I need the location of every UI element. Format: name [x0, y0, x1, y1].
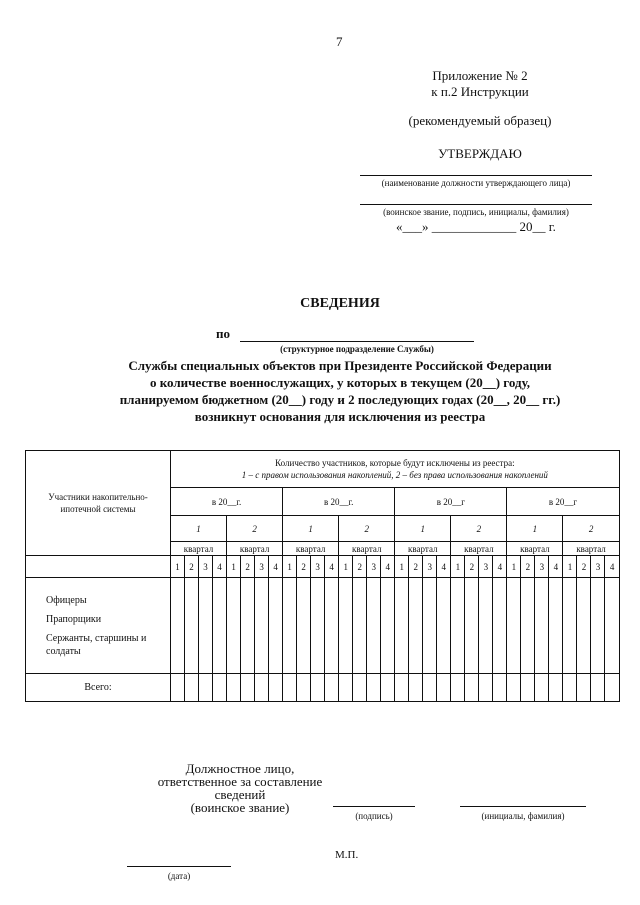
data-cell[interactable] [171, 578, 185, 674]
quarter-number: 3 [535, 556, 549, 578]
kind-header: 1 [395, 516, 451, 542]
approver-position-line [360, 175, 592, 176]
quarter-number: 2 [353, 556, 367, 578]
total-cell[interactable] [521, 674, 535, 702]
total-cell[interactable] [479, 674, 493, 702]
total-cell[interactable] [325, 674, 339, 702]
data-cell[interactable] [507, 578, 521, 674]
signature-caption: (подпись) [355, 811, 393, 821]
year-header: в 20__г. [283, 488, 395, 516]
main-header: Количество участников, которые будут исключены из реестра: 1 – с правом использования накоплений, 2 – без права использования накоплений [171, 451, 620, 488]
total-cell[interactable] [185, 674, 199, 702]
row-label-sergeants: Сержанты, старшины и солдаты [46, 632, 147, 657]
total-cell[interactable] [507, 674, 521, 702]
data-cell[interactable] [367, 578, 381, 674]
data-cell[interactable] [213, 578, 227, 674]
data-cell[interactable] [409, 578, 423, 674]
heading-line-1: Службы специальных объектов при Президенте Российской Федерации [128, 358, 552, 373]
total-cell[interactable] [311, 674, 325, 702]
total-cell[interactable] [549, 674, 563, 702]
quarter-number: 4 [381, 556, 395, 578]
total-cell[interactable] [269, 674, 283, 702]
data-cell[interactable] [255, 578, 269, 674]
total-cell[interactable] [227, 674, 241, 702]
official-line-4: (воинское звание) [190, 800, 290, 815]
approver-signature-line [360, 204, 592, 205]
total-label: Всего: [26, 674, 171, 702]
data-cell[interactable] [311, 578, 325, 674]
total-cell[interactable] [367, 674, 381, 702]
kind-header: 2 [563, 516, 619, 542]
official-line-2: ответственное за составление [157, 774, 323, 789]
approve-title: УТВЕРЖДАЮ [438, 146, 522, 161]
data-cell[interactable] [185, 578, 199, 674]
date-caption: (дата) [167, 871, 191, 881]
data-cell[interactable] [535, 578, 549, 674]
official-block [150, 762, 330, 814]
total-cell[interactable] [465, 674, 479, 702]
total-cell[interactable] [423, 674, 437, 702]
kind-header: 2 [451, 516, 507, 542]
quarter-number: 2 [297, 556, 311, 578]
data-cell[interactable] [381, 578, 395, 674]
quarter-header: квартал [283, 542, 339, 556]
categories-cell [26, 578, 171, 674]
data-cell[interactable] [493, 578, 507, 674]
total-cell[interactable] [297, 674, 311, 702]
data-cell[interactable] [549, 578, 563, 674]
data-cell[interactable] [423, 578, 437, 674]
kind-header: 2 [339, 516, 395, 542]
quarter-number: 4 [269, 556, 283, 578]
page-number: 7 [336, 34, 343, 49]
row-label-warrant-officers: Прапорщики [46, 613, 102, 625]
total-cell[interactable] [199, 674, 213, 702]
total-cell[interactable] [213, 674, 227, 702]
official-line-1: Должностное лицо, [185, 761, 295, 776]
quarter-number: 4 [213, 556, 227, 578]
data-cell[interactable] [591, 578, 605, 674]
quarter-header: квартал [171, 542, 227, 556]
total-cell[interactable] [535, 674, 549, 702]
total-cell[interactable] [451, 674, 465, 702]
data-cell[interactable] [199, 578, 213, 674]
data-cell[interactable] [577, 578, 591, 674]
quarter-number: 1 [451, 556, 465, 578]
data-cell[interactable] [241, 578, 255, 674]
quarter-number: 2 [521, 556, 535, 578]
quarter-number: 1 [283, 556, 297, 578]
quarter-number: 1 [395, 556, 409, 578]
quarter-number: 4 [605, 556, 619, 578]
subdivision-caption: (структурное подразделение Службы) [280, 344, 434, 354]
kind-header: 1 [507, 516, 563, 542]
heading-line-3: планируемом бюджетном (20__) году и 2 последующих годах (20__, 20__ гг.) [119, 392, 561, 407]
year-header: в 20__г. [171, 488, 283, 516]
row-label-officers: Офицеры [46, 594, 87, 606]
total-cell[interactable] [339, 674, 353, 702]
appendix-number: Приложение № 2 [432, 68, 528, 83]
total-cell[interactable] [591, 674, 605, 702]
quarter-header: квартал [395, 542, 451, 556]
data-cell[interactable] [325, 578, 339, 674]
total-cell[interactable] [381, 674, 395, 702]
quarter-number: 3 [423, 556, 437, 578]
data-cell[interactable] [339, 578, 353, 674]
corner-header: Участники накопительно-ипотечной системы [26, 451, 171, 556]
quarter-number: 1 [563, 556, 577, 578]
empty-cell [26, 556, 171, 578]
kind-header: 1 [283, 516, 339, 542]
quarter-number: 2 [465, 556, 479, 578]
name-caption: (инициалы, фамилия) [481, 811, 565, 821]
quarter-number: 4 [549, 556, 563, 578]
quarter-number: 3 [311, 556, 325, 578]
data-cell[interactable] [227, 578, 241, 674]
quarter-number: 3 [367, 556, 381, 578]
approver-position-caption: (наименование должности утверждающего лица) [381, 178, 571, 188]
date-line [127, 866, 231, 867]
data-cell[interactable] [479, 578, 493, 674]
quarter-header: квартал [339, 542, 395, 556]
total-cell[interactable] [605, 674, 619, 702]
approver-rank-caption: (воинское звание, подпись, инициалы, фамилия) [383, 207, 569, 217]
quarter-header: квартал [563, 542, 619, 556]
name-line [460, 806, 586, 807]
quarter-number: 4 [493, 556, 507, 578]
heading-line-2: о количестве военнослужащих, у которых в текущем (20__) году, [149, 375, 531, 390]
data-cell[interactable] [353, 578, 367, 674]
total-cell[interactable] [283, 674, 297, 702]
total-cell[interactable] [493, 674, 507, 702]
quarter-number: 3 [255, 556, 269, 578]
quarter-number: 3 [479, 556, 493, 578]
stamp-place: М.П. [335, 849, 359, 861]
total-cell[interactable] [563, 674, 577, 702]
data-cell[interactable] [563, 578, 577, 674]
data-cell[interactable] [465, 578, 479, 674]
appendix-reference: к п.2 Инструкции [431, 84, 529, 99]
total-cell[interactable] [241, 674, 255, 702]
table-row [26, 578, 620, 674]
total-row [26, 674, 620, 702]
year-header: в 20__г [507, 488, 619, 516]
total-cell[interactable] [437, 674, 451, 702]
data-cell[interactable] [283, 578, 297, 674]
total-cell[interactable] [395, 674, 409, 702]
total-cell[interactable] [409, 674, 423, 702]
data-cell[interactable] [269, 578, 283, 674]
data-cell[interactable] [605, 578, 619, 674]
data-cell[interactable] [437, 578, 451, 674]
quarter-number: 1 [227, 556, 241, 578]
signature-line [333, 806, 415, 807]
quarter-header: квартал [507, 542, 563, 556]
quarter-number: 1 [171, 556, 185, 578]
quarter-number-row [26, 556, 620, 578]
data-cell[interactable] [395, 578, 409, 674]
quarter-header: квартал [227, 542, 283, 556]
quarter-number: 2 [241, 556, 255, 578]
quarter-number: 2 [409, 556, 423, 578]
quarter-number: 1 [507, 556, 521, 578]
quarter-number: 4 [437, 556, 451, 578]
quarter-number: 3 [591, 556, 605, 578]
year-header: в 20__г [395, 488, 507, 516]
quarter-number: 3 [199, 556, 213, 578]
quarter-header: квартал [451, 542, 507, 556]
kind-header: 2 [227, 516, 283, 542]
heading-line-4: возникнут основания для исключения из реестра [194, 409, 486, 424]
po-label: по [216, 326, 230, 341]
quarter-number: 2 [185, 556, 199, 578]
official-line-3: сведений [214, 787, 266, 802]
document-title: СВЕДЕНИЯ [300, 296, 380, 311]
quarter-number: 2 [577, 556, 591, 578]
data-cell[interactable] [521, 578, 535, 674]
total-cell[interactable] [255, 674, 269, 702]
quarter-number: 1 [339, 556, 353, 578]
quarter-number: 4 [325, 556, 339, 578]
data-cell[interactable] [297, 578, 311, 674]
approval-date-line: «___» _____________ 20__ г. [396, 219, 556, 234]
data-cell[interactable] [451, 578, 465, 674]
total-cell[interactable] [577, 674, 591, 702]
subdivision-line [240, 341, 474, 342]
kind-header: 1 [171, 516, 227, 542]
participants-table [25, 450, 620, 702]
total-cell[interactable] [353, 674, 367, 702]
recommended-sample: (рекомендуемый образец) [408, 113, 552, 128]
total-cell[interactable] [171, 674, 185, 702]
